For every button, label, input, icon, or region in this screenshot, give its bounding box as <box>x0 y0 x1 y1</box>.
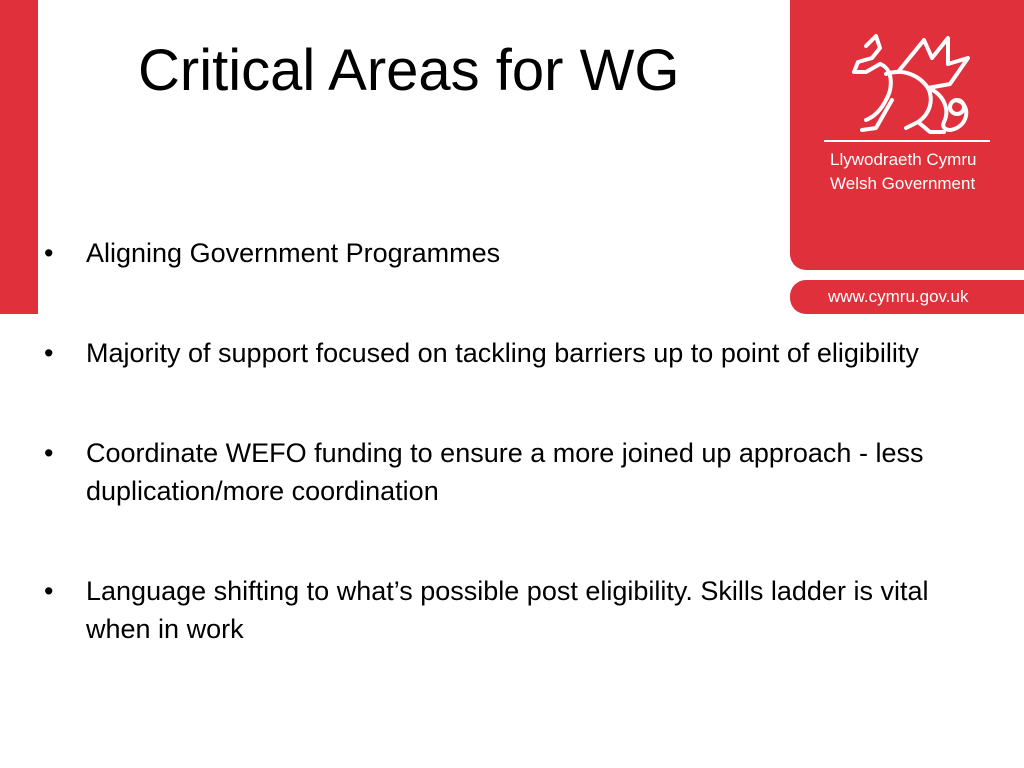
dragon-icon <box>836 28 976 136</box>
bullet-list <box>44 234 964 648</box>
bullet-text: Language shifting to what’s possible post eligibility. Skills ladder is vital when in work <box>86 576 929 644</box>
list-item <box>44 234 964 272</box>
website-link[interactable]: www.cymru.gov.uk <box>790 280 1024 314</box>
bullet-icon: • <box>44 576 54 606</box>
slide-title: Critical Areas for WG <box>138 38 680 103</box>
list-item <box>44 572 964 648</box>
bullet-text: Majority of support focused on tackling barriers up to point of eligibility <box>86 338 919 368</box>
accent-bar <box>0 0 38 314</box>
bullet-text: Coordinate WEFO funding to ensure a more joined up approach - less duplication/more coordination <box>86 438 924 506</box>
org-name-welsh: Llywodraeth Cymru <box>830 150 977 169</box>
org-name-english: Welsh Government <box>830 174 976 193</box>
bullet-icon: • <box>44 238 54 268</box>
logo-text <box>830 148 976 196</box>
list-item <box>44 434 964 510</box>
bullet-icon: • <box>44 438 54 468</box>
bullet-icon: • <box>44 338 54 368</box>
bullet-text: Aligning Government Programmes <box>86 238 501 268</box>
list-item <box>44 334 964 372</box>
logo-divider <box>824 140 990 142</box>
welsh-government-logo <box>790 0 1024 270</box>
